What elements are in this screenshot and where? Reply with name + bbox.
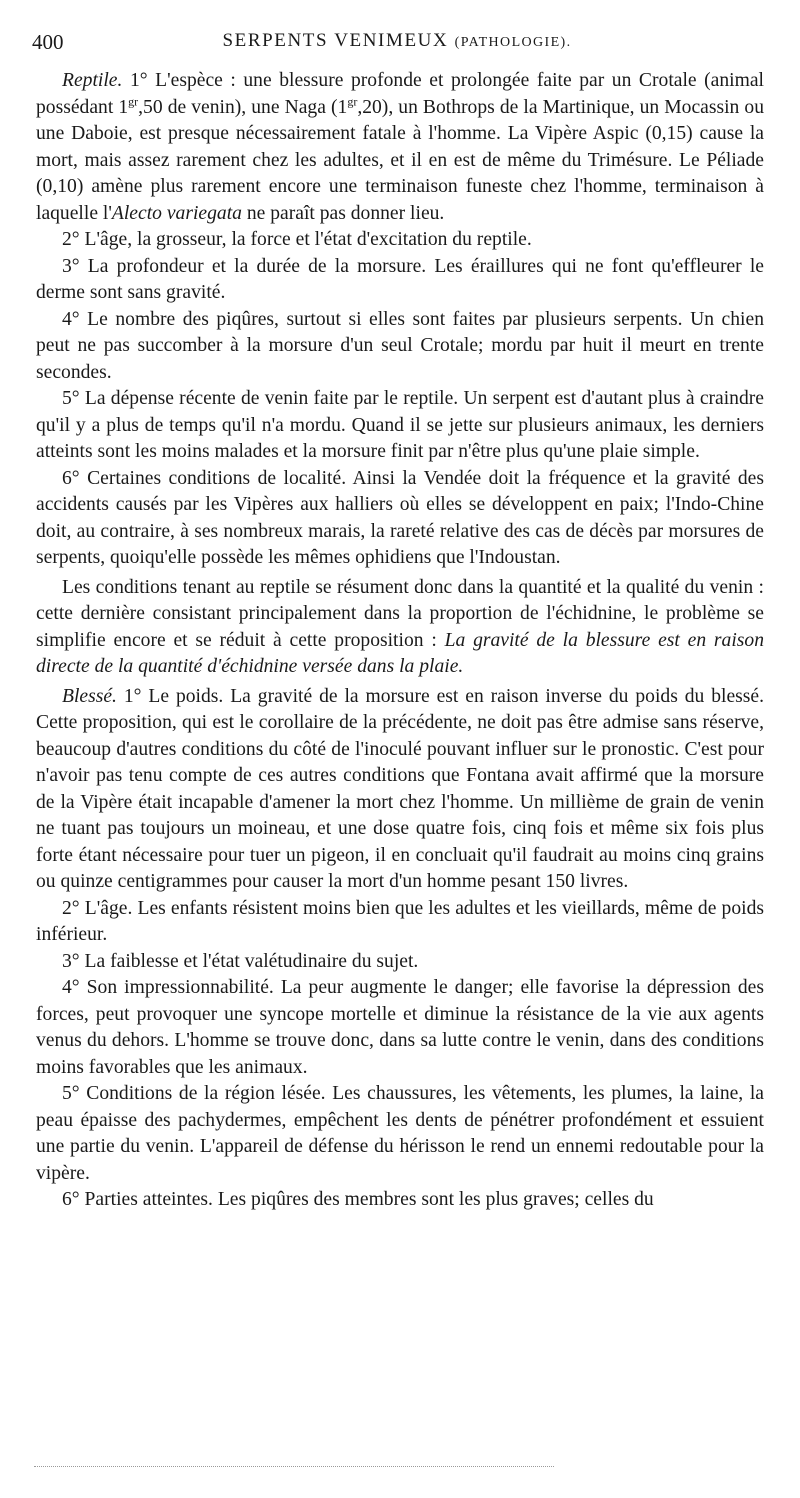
text-run: ne paraît pas donner lieu.	[241, 202, 445, 224]
section-label-blesse: Blessé.	[62, 685, 117, 707]
species-name: Alecto variegata	[111, 202, 242, 224]
text-run: 1° Le poids. La gravité de la morsure est en raison inverse du poids du blessé. Cette proposition, qui est le corollaire de la précédente, ne doit pas être admise sans réserve, beaucoup d'autres conditions du côté de l'inoculé pouvant influer sur le pronostic. C'est pour n'avoir pas tenu compte de ces autres conditions que Fontana avait affirmé que la morsure de la Vipère était incapable d'amener la mort chez l'homme. Un millième de grain de venin ne tuant pas toujours un moineau, et une dose quatre fois, cinq fois et même six fois plus forte étant nécessaire pour tuer un pigeon, il en concluait qu'il faudrait au moins cinq grains ou quinze centigrammes pour causer la mort d'un homme pesant 150 livres.	[36, 685, 764, 892]
running-head	[32, 30, 762, 52]
blesse-paragraph-2: 2° L'âge. Les enfants résistent moins bien que les adultes et les vieillards, même de poids inférieur.	[36, 897, 764, 945]
blesse-paragraph-5: 5° Conditions de la région lésée. Les chaussures, les vêtements, les plumes, la laine, la peau épaisse des pachydermes, empêchent les dents de pénétrer profondément et essuient une partie du venin. L'appareil de défense du hérisson le rend un ennemi redoutable pour la vipère.	[36, 1083, 764, 1184]
unit-superscript: gr	[347, 93, 358, 108]
running-subtitle: (PATHOLOGIE).	[454, 35, 572, 50]
text-run: 1° L'espèce : une blessure profonde et prolongée faite par un Crotale (animal possédant 1	[36, 70, 764, 118]
reptile-paragraph-6: 6° Certaines conditions de localité. Ainsi la Vendée doit la fréquence et la gravité des accidents causés par les Vipères aux halliers où elles se développent en paix; l'Indo-Chine doit, au contraire, à ses nombreux marais, la rareté relative des cas de décès par morsures de serpents, quoiqu'elle possède les mêmes ophidiens que l'Indoustan.	[36, 467, 764, 568]
page-body	[36, 68, 764, 1214]
blesse-paragraph-4: 4° Son impressionnabilité. La peur augmente le danger; elle favorise la dépression des forces, peut provoquer une syncope mortelle et diminue la résistance de la vie aux agents venus du dehors. L'homme se trouve donc, dans sa lutte contre le venin, dans des conditions moins favorables que les animaux.	[36, 977, 764, 1078]
reptile-paragraph-2: 2° L'âge, la grosseur, la force et l'état d'excitation du reptile.	[62, 229, 532, 250]
blesse-paragraph-3: 3° La faiblesse et l'état valétudinaire du sujet.	[62, 950, 419, 972]
text-run: ,20), un Bothrops de la Martinique, un Mocassin ou une Daboie, est presque nécessairement fatale à l'homme. La Vipère Aspic (0,15) cause la mort, mais assez rarement chez les adultes, et il en est de même du Trimésure. Le Péliade (0,10) amène plus rarement encore une terminaison funeste chez l'homme, terminaison à laquelle l'	[36, 96, 764, 224]
unit-superscript: gr	[128, 93, 139, 108]
summary-proposition: La gravité de la blessure est en raison directe de la quantité d'échidnine versée dans la plaie.	[36, 629, 764, 677]
reptile-paragraph-3: 3° La profondeur et la durée de la morsure. Les éraillures qui ne font qu'effleurer le derme sont sans gravité.	[36, 255, 764, 303]
reptile-paragraph-5: 5° La dépense récente de venin faite par le reptile. Un serpent est d'autant plus à craindre qu'il y a plus de temps qu'il n'a mordu. Quand il se jette sur plusieurs animaux, les derniers atteints sont les moins malades et la morsure finit par n'être plus qu'une plaie simple.	[36, 388, 764, 462]
blesse-paragraph-1	[36, 684, 764, 896]
text-run: ,50 de venin), une Naga (1	[138, 96, 348, 118]
reptile-paragraph-4: 4° Le nombre des piqûres, surtout si elles sont faites par plusieurs serpents. Un chien peut ne pas succomber à la morsure d'un seul Crotale; mordu par huit il meurt en trente secondes.	[36, 308, 764, 383]
blesse-paragraph-6: 6° Parties atteintes. Les piqûres des membres sont les plus graves; celles du	[62, 1189, 654, 1210]
reptile-summary	[36, 575, 764, 681]
section-label-reptile: Reptile.	[62, 70, 123, 91]
page-header	[32, 30, 762, 56]
text-run: Les conditions tenant au reptile se résument donc dans la quantité et la qualité du venin : cette dernière consistant principalement dans la proportion de l'échidnine, le problème se simplifie encore et se réduit à cette proposition :	[36, 576, 764, 651]
reptile-paragraph-1	[36, 68, 764, 227]
page-number: 400	[32, 30, 64, 54]
running-title: SERPENTS VENIMEUX	[222, 30, 449, 51]
bottom-bleed-through-line	[34, 1466, 554, 1467]
